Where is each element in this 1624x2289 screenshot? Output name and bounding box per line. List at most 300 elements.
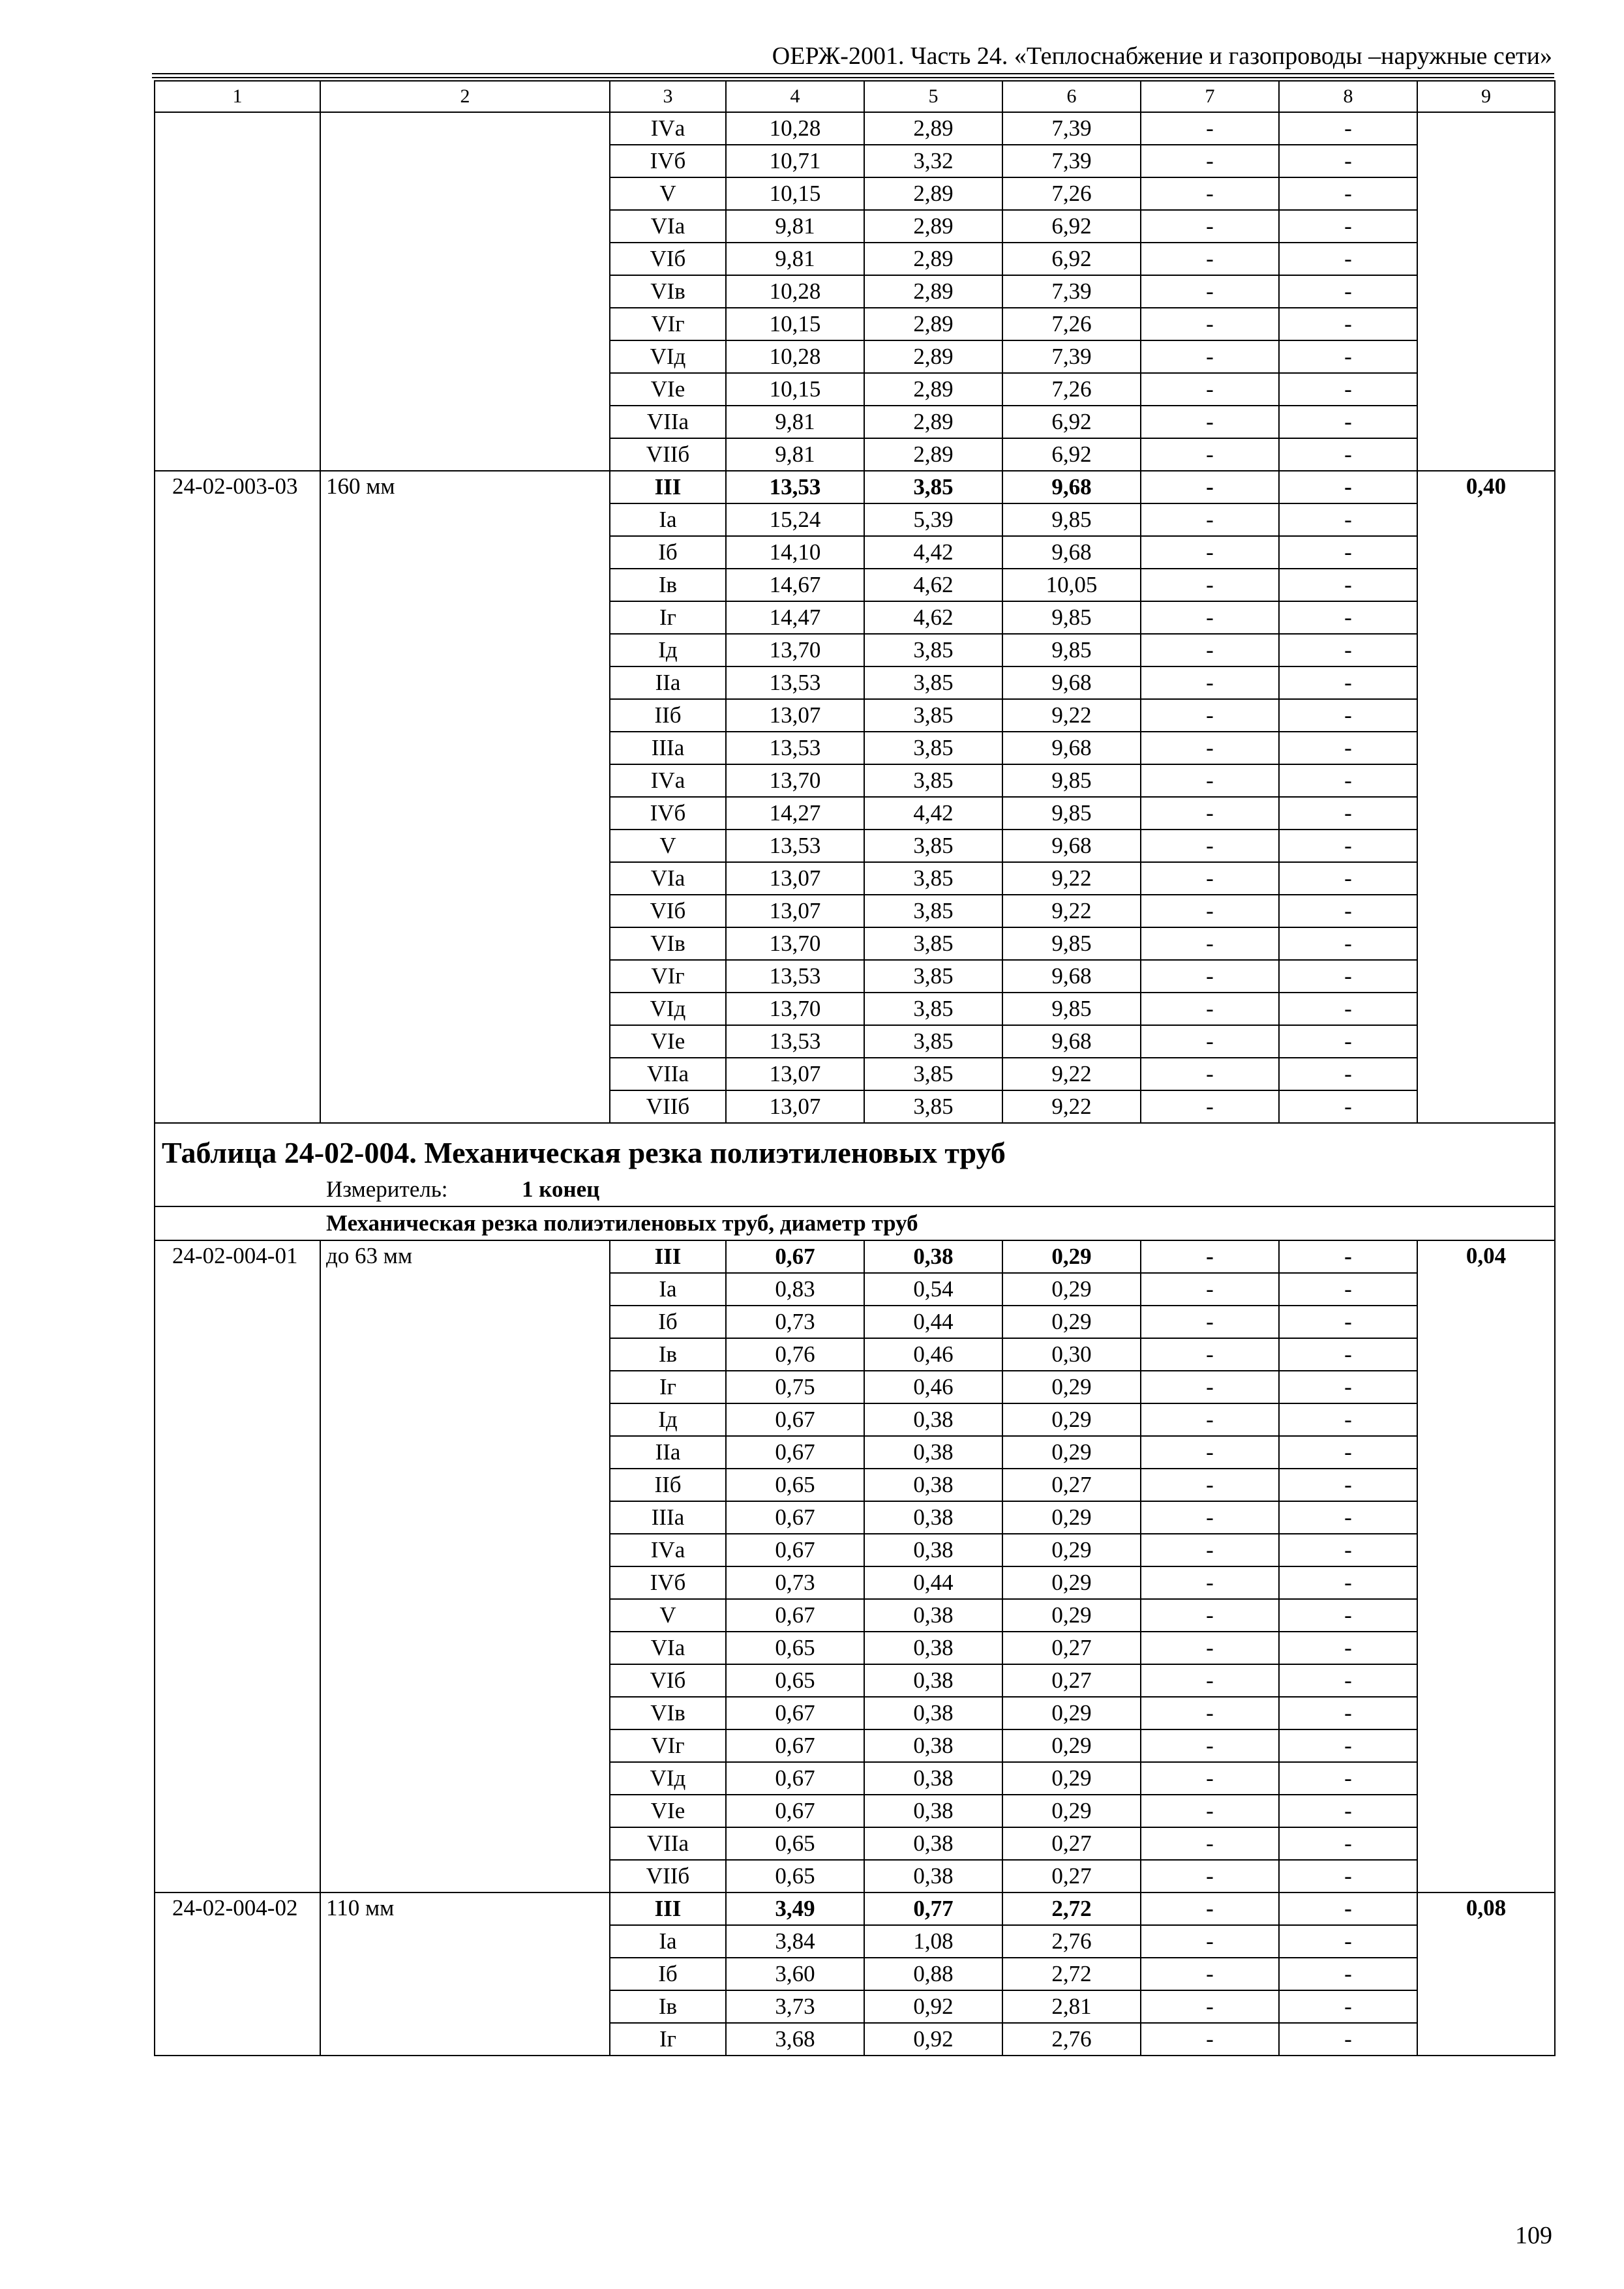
col9-cell bbox=[1417, 1306, 1555, 1338]
table-row bbox=[155, 569, 1555, 601]
value-cell: 0,67 bbox=[726, 1599, 864, 1632]
value-cell: - bbox=[1279, 1893, 1417, 1925]
code-cell bbox=[155, 601, 320, 634]
value-cell: 10,15 bbox=[726, 373, 864, 406]
value-cell: - bbox=[1141, 340, 1279, 373]
value-cell: 13,70 bbox=[726, 927, 864, 960]
value-cell: - bbox=[1279, 1697, 1417, 1729]
value-cell: 7,39 bbox=[1002, 145, 1141, 177]
code-cell bbox=[155, 1273, 320, 1306]
value-cell: 0,83 bbox=[726, 1273, 864, 1306]
column-number: 8 bbox=[1279, 81, 1417, 112]
zone-cell: III bbox=[610, 1240, 726, 1273]
value-cell: - bbox=[1279, 1090, 1417, 1123]
value-cell: 0,67 bbox=[726, 1501, 864, 1534]
value-cell: 0,29 bbox=[1002, 1371, 1141, 1403]
col9-cell bbox=[1417, 927, 1555, 960]
col9-cell bbox=[1417, 1371, 1555, 1403]
col9-cell: 0,40 bbox=[1417, 471, 1555, 503]
value-cell: - bbox=[1279, 1371, 1417, 1403]
value-cell: 0,29 bbox=[1002, 1240, 1141, 1273]
value-cell: 0,38 bbox=[864, 1436, 1002, 1469]
code-cell bbox=[155, 666, 320, 699]
value-cell: 0,38 bbox=[864, 1469, 1002, 1501]
value-cell: 0,65 bbox=[726, 1632, 864, 1664]
code-cell bbox=[155, 699, 320, 732]
table-row bbox=[155, 2023, 1555, 2056]
value-cell: 0,29 bbox=[1002, 1697, 1141, 1729]
table-row bbox=[155, 243, 1555, 275]
table-row bbox=[155, 1025, 1555, 1058]
value-cell: 10,28 bbox=[726, 275, 864, 308]
value-cell: 0,29 bbox=[1002, 1306, 1141, 1338]
col9-cell bbox=[1417, 1860, 1555, 1893]
zone-cell: Iв bbox=[610, 1338, 726, 1371]
value-cell: - bbox=[1279, 666, 1417, 699]
name-cell bbox=[320, 1090, 610, 1123]
zone-cell: VIIб bbox=[610, 1860, 726, 1893]
code-cell: 24-02-004-01 bbox=[155, 1240, 320, 1273]
code-cell bbox=[155, 764, 320, 797]
code-cell bbox=[155, 1958, 320, 1990]
value-cell: 9,81 bbox=[726, 438, 864, 471]
value-cell: 0,38 bbox=[864, 1534, 1002, 1566]
value-cell: - bbox=[1279, 503, 1417, 536]
code-cell bbox=[155, 308, 320, 340]
zone-cell: VIб bbox=[610, 1664, 726, 1697]
value-cell: 0,73 bbox=[726, 1306, 864, 1338]
name-cell bbox=[320, 993, 610, 1025]
value-cell: - bbox=[1141, 1501, 1279, 1534]
code-cell bbox=[155, 340, 320, 373]
name-cell bbox=[320, 503, 610, 536]
value-cell: 13,53 bbox=[726, 830, 864, 862]
name-cell bbox=[320, 1371, 610, 1403]
value-cell: - bbox=[1141, 2023, 1279, 2056]
value-cell: - bbox=[1279, 1599, 1417, 1632]
value-cell: - bbox=[1279, 1860, 1417, 1893]
zone-cell: IVб bbox=[610, 797, 726, 830]
value-cell: - bbox=[1141, 895, 1279, 927]
col9-cell bbox=[1417, 1599, 1555, 1632]
name-cell bbox=[320, 569, 610, 601]
table-row bbox=[155, 1534, 1555, 1566]
name-cell bbox=[320, 732, 610, 764]
zone-cell: VIд bbox=[610, 993, 726, 1025]
table-row bbox=[155, 112, 1555, 145]
zone-cell: VIIб bbox=[610, 438, 726, 471]
value-cell: 14,10 bbox=[726, 536, 864, 569]
value-cell: 0,65 bbox=[726, 1827, 864, 1860]
value-cell: - bbox=[1141, 1338, 1279, 1371]
col9-cell bbox=[1417, 1664, 1555, 1697]
value-cell: - bbox=[1141, 601, 1279, 634]
value-cell: 0,67 bbox=[726, 1762, 864, 1795]
zone-cell: VIб bbox=[610, 243, 726, 275]
value-cell: 13,70 bbox=[726, 993, 864, 1025]
zone-cell: IIа bbox=[610, 666, 726, 699]
table-row bbox=[155, 1240, 1555, 1273]
value-cell: 9,68 bbox=[1002, 536, 1141, 569]
code-cell bbox=[155, 862, 320, 895]
value-cell: 3,85 bbox=[864, 830, 1002, 862]
value-cell: 0,30 bbox=[1002, 1338, 1141, 1371]
value-cell: - bbox=[1279, 1436, 1417, 1469]
code-cell bbox=[155, 1403, 320, 1436]
zone-cell: V bbox=[610, 177, 726, 210]
value-cell: 0,44 bbox=[864, 1306, 1002, 1338]
value-cell: 0,44 bbox=[864, 1566, 1002, 1599]
table-row bbox=[155, 666, 1555, 699]
value-cell: 0,54 bbox=[864, 1273, 1002, 1306]
name-cell bbox=[320, 1729, 610, 1762]
value-cell: - bbox=[1141, 993, 1279, 1025]
name-cell: 110 мм bbox=[320, 1893, 610, 1925]
value-cell: - bbox=[1141, 1403, 1279, 1436]
value-cell: - bbox=[1279, 895, 1417, 927]
zone-cell: Iа bbox=[610, 503, 726, 536]
code-cell bbox=[155, 830, 320, 862]
value-cell: - bbox=[1279, 406, 1417, 438]
value-cell: - bbox=[1141, 177, 1279, 210]
table-row bbox=[155, 927, 1555, 960]
col9-cell bbox=[1417, 1762, 1555, 1795]
value-cell: 9,81 bbox=[726, 406, 864, 438]
col9-cell bbox=[1417, 862, 1555, 895]
column-number: 6 bbox=[1002, 81, 1141, 112]
col9-cell bbox=[1417, 503, 1555, 536]
col9-cell bbox=[1417, 732, 1555, 764]
value-cell: - bbox=[1279, 634, 1417, 666]
value-cell: - bbox=[1279, 1058, 1417, 1090]
value-cell: - bbox=[1141, 1827, 1279, 1860]
table-row bbox=[155, 895, 1555, 927]
value-cell: 7,39 bbox=[1002, 275, 1141, 308]
value-cell: - bbox=[1141, 830, 1279, 862]
value-cell: 0,88 bbox=[864, 1958, 1002, 1990]
header-rule bbox=[152, 77, 1554, 78]
code-cell bbox=[155, 960, 320, 993]
col9-cell bbox=[1417, 1090, 1555, 1123]
value-cell: - bbox=[1279, 1306, 1417, 1338]
value-cell: - bbox=[1279, 1632, 1417, 1664]
col9-cell bbox=[1417, 340, 1555, 373]
col9-cell bbox=[1417, 1273, 1555, 1306]
table-row bbox=[155, 1501, 1555, 1534]
code-cell bbox=[155, 927, 320, 960]
table-row bbox=[155, 1827, 1555, 1860]
code-cell bbox=[155, 2023, 320, 2056]
value-cell: - bbox=[1141, 275, 1279, 308]
zone-cell: VIв bbox=[610, 275, 726, 308]
value-cell: - bbox=[1141, 666, 1279, 699]
value-cell: - bbox=[1279, 1795, 1417, 1827]
value-cell: 9,85 bbox=[1002, 927, 1141, 960]
value-cell: 0,38 bbox=[864, 1795, 1002, 1827]
value-cell: - bbox=[1141, 1436, 1279, 1469]
table-row bbox=[155, 1958, 1555, 1990]
value-cell: 10,28 bbox=[726, 340, 864, 373]
col9-cell bbox=[1417, 993, 1555, 1025]
name-cell bbox=[320, 406, 610, 438]
zone-cell: VIIа bbox=[610, 1058, 726, 1090]
value-cell: 2,89 bbox=[864, 210, 1002, 243]
code-cell bbox=[155, 1762, 320, 1795]
value-cell: - bbox=[1141, 634, 1279, 666]
col9-cell bbox=[1417, 1925, 1555, 1958]
value-cell: - bbox=[1279, 275, 1417, 308]
table-row bbox=[155, 764, 1555, 797]
value-cell: 2,89 bbox=[864, 438, 1002, 471]
table-row bbox=[155, 1058, 1555, 1090]
value-cell: 9,22 bbox=[1002, 1058, 1141, 1090]
value-cell: - bbox=[1279, 1990, 1417, 2023]
value-cell: 0,29 bbox=[1002, 1729, 1141, 1762]
code-cell bbox=[155, 1338, 320, 1371]
value-cell: - bbox=[1279, 764, 1417, 797]
value-cell: 9,85 bbox=[1002, 797, 1141, 830]
value-cell: 13,53 bbox=[726, 960, 864, 993]
zone-cell: Iг bbox=[610, 601, 726, 634]
value-cell: 0,65 bbox=[726, 1860, 864, 1893]
name-cell bbox=[320, 895, 610, 927]
norms-table bbox=[154, 80, 1556, 2056]
name-cell bbox=[320, 1990, 610, 2023]
value-cell: 2,72 bbox=[1002, 1893, 1141, 1925]
value-cell: - bbox=[1279, 177, 1417, 210]
value-cell: 0,29 bbox=[1002, 1501, 1141, 1534]
value-cell: 3,85 bbox=[864, 732, 1002, 764]
table-row bbox=[155, 1632, 1555, 1664]
value-cell: 10,71 bbox=[726, 145, 864, 177]
zone-cell: VIIа bbox=[610, 1827, 726, 1860]
name-cell bbox=[320, 1025, 610, 1058]
value-cell: - bbox=[1279, 1925, 1417, 1958]
value-cell: - bbox=[1141, 1058, 1279, 1090]
table-row bbox=[155, 177, 1555, 210]
name-cell: 160 мм bbox=[320, 471, 610, 503]
col9-cell bbox=[1417, 177, 1555, 210]
value-cell: 3,85 bbox=[864, 993, 1002, 1025]
value-cell: 3,60 bbox=[726, 1958, 864, 1990]
name-cell bbox=[320, 1762, 610, 1795]
column-number: 3 bbox=[610, 81, 726, 112]
value-cell: - bbox=[1141, 1632, 1279, 1664]
column-number: 2 bbox=[320, 81, 610, 112]
col9-cell bbox=[1417, 569, 1555, 601]
value-cell: 9,81 bbox=[726, 243, 864, 275]
value-cell: 13,53 bbox=[726, 471, 864, 503]
table-row bbox=[155, 1795, 1555, 1827]
name-cell bbox=[320, 960, 610, 993]
value-cell: 7,26 bbox=[1002, 373, 1141, 406]
code-cell bbox=[155, 634, 320, 666]
value-cell: 9,68 bbox=[1002, 1025, 1141, 1058]
table-row bbox=[155, 145, 1555, 177]
code-cell bbox=[155, 373, 320, 406]
value-cell: - bbox=[1279, 569, 1417, 601]
table-row bbox=[155, 1371, 1555, 1403]
value-cell: 3,85 bbox=[864, 471, 1002, 503]
table-row bbox=[155, 1338, 1555, 1371]
value-cell: - bbox=[1141, 699, 1279, 732]
value-cell: - bbox=[1279, 862, 1417, 895]
name-cell bbox=[320, 275, 610, 308]
value-cell: 0,67 bbox=[726, 1534, 864, 1566]
zone-cell: IVб bbox=[610, 1566, 726, 1599]
value-cell: - bbox=[1279, 1273, 1417, 1306]
value-cell: 13,07 bbox=[726, 1058, 864, 1090]
value-cell: 0,38 bbox=[864, 1632, 1002, 1664]
code-cell bbox=[155, 895, 320, 927]
value-cell: 15,24 bbox=[726, 503, 864, 536]
value-cell: 14,47 bbox=[726, 601, 864, 634]
value-cell: 3,85 bbox=[864, 895, 1002, 927]
table-row bbox=[155, 1469, 1555, 1501]
value-cell: 13,53 bbox=[726, 1025, 864, 1058]
code-cell: 24-02-004-02 bbox=[155, 1893, 320, 1925]
code-cell bbox=[155, 1729, 320, 1762]
value-cell: - bbox=[1141, 1860, 1279, 1893]
col9-cell bbox=[1417, 830, 1555, 862]
col9-cell: 0,04 bbox=[1417, 1240, 1555, 1273]
zone-cell: VIа bbox=[610, 862, 726, 895]
value-cell: 14,27 bbox=[726, 797, 864, 830]
table-row bbox=[155, 1599, 1555, 1632]
table-row bbox=[155, 1762, 1555, 1795]
value-cell: 7,39 bbox=[1002, 112, 1141, 145]
value-cell: - bbox=[1141, 569, 1279, 601]
value-cell: - bbox=[1279, 438, 1417, 471]
value-cell: - bbox=[1279, 308, 1417, 340]
name-cell bbox=[320, 862, 610, 895]
value-cell: 10,15 bbox=[726, 308, 864, 340]
value-cell: - bbox=[1141, 1273, 1279, 1306]
value-cell: - bbox=[1141, 797, 1279, 830]
code-cell bbox=[155, 275, 320, 308]
code-cell bbox=[155, 503, 320, 536]
value-cell: 0,38 bbox=[864, 1697, 1002, 1729]
value-cell: 3,32 bbox=[864, 145, 1002, 177]
measure-cell bbox=[155, 1173, 1555, 1206]
code-cell bbox=[155, 1827, 320, 1860]
value-cell: 0,27 bbox=[1002, 1664, 1141, 1697]
value-cell: 0,67 bbox=[726, 1240, 864, 1273]
name-cell bbox=[320, 1273, 610, 1306]
value-cell: 9,22 bbox=[1002, 699, 1141, 732]
code-cell bbox=[155, 210, 320, 243]
value-cell: - bbox=[1141, 1762, 1279, 1795]
value-cell: 0,29 bbox=[1002, 1599, 1141, 1632]
value-cell: 3,84 bbox=[726, 1925, 864, 1958]
zone-cell: Iг bbox=[610, 2023, 726, 2056]
col9-cell bbox=[1417, 1990, 1555, 2023]
value-cell: 2,76 bbox=[1002, 2023, 1141, 2056]
value-cell: - bbox=[1141, 503, 1279, 536]
value-cell: 0,29 bbox=[1002, 1534, 1141, 1566]
name-cell bbox=[320, 243, 610, 275]
table-row bbox=[155, 1090, 1555, 1123]
value-cell: 14,67 bbox=[726, 569, 864, 601]
value-cell: 5,39 bbox=[864, 503, 1002, 536]
value-cell: 1,08 bbox=[864, 1925, 1002, 1958]
value-cell: 2,89 bbox=[864, 243, 1002, 275]
code-cell bbox=[155, 1469, 320, 1501]
code-cell bbox=[155, 797, 320, 830]
name-cell bbox=[320, 1436, 610, 1469]
measure-value: 1 конец bbox=[522, 1176, 600, 1202]
value-cell: 0,38 bbox=[864, 1860, 1002, 1893]
value-cell: 13,07 bbox=[726, 699, 864, 732]
value-cell: - bbox=[1279, 1762, 1417, 1795]
zone-cell: III bbox=[610, 471, 726, 503]
value-cell: 2,81 bbox=[1002, 1990, 1141, 2023]
name-cell bbox=[320, 2023, 610, 2056]
value-cell: 9,85 bbox=[1002, 601, 1141, 634]
code-cell bbox=[155, 243, 320, 275]
value-cell: - bbox=[1141, 1990, 1279, 2023]
table-row bbox=[155, 960, 1555, 993]
code-cell bbox=[155, 1697, 320, 1729]
col9-cell bbox=[1417, 210, 1555, 243]
zone-cell: Iа bbox=[610, 1273, 726, 1306]
name-cell bbox=[320, 666, 610, 699]
col9-cell bbox=[1417, 2023, 1555, 2056]
page-number: 109 bbox=[1515, 2222, 1552, 2249]
code-cell bbox=[155, 1090, 320, 1123]
zone-cell: IVа bbox=[610, 1534, 726, 1566]
value-cell: 2,89 bbox=[864, 275, 1002, 308]
name-cell: до 63 мм bbox=[320, 1240, 610, 1273]
name-cell bbox=[320, 927, 610, 960]
col9-cell bbox=[1417, 406, 1555, 438]
table-row bbox=[155, 1893, 1555, 1925]
table-row bbox=[155, 1990, 1555, 2023]
col9-cell bbox=[1417, 601, 1555, 634]
col9-cell bbox=[1417, 1632, 1555, 1664]
col9-cell bbox=[1417, 1729, 1555, 1762]
table-row bbox=[155, 471, 1555, 503]
value-cell: 4,42 bbox=[864, 536, 1002, 569]
value-cell: 2,89 bbox=[864, 373, 1002, 406]
value-cell: - bbox=[1279, 1240, 1417, 1273]
value-cell: 2,89 bbox=[864, 340, 1002, 373]
col9-cell bbox=[1417, 308, 1555, 340]
col9-cell bbox=[1417, 634, 1555, 666]
table-row bbox=[155, 308, 1555, 340]
value-cell: 4,62 bbox=[864, 601, 1002, 634]
value-cell: 13,53 bbox=[726, 732, 864, 764]
value-cell: 10,28 bbox=[726, 112, 864, 145]
name-cell bbox=[320, 373, 610, 406]
value-cell: - bbox=[1279, 1729, 1417, 1762]
name-cell bbox=[320, 1338, 610, 1371]
value-cell: 3,85 bbox=[864, 666, 1002, 699]
value-cell: - bbox=[1141, 1664, 1279, 1697]
value-cell: 0,92 bbox=[864, 2023, 1002, 2056]
table-row bbox=[155, 1729, 1555, 1762]
value-cell: 9,22 bbox=[1002, 862, 1141, 895]
col9-cell bbox=[1417, 1534, 1555, 1566]
value-cell: 0,38 bbox=[864, 1403, 1002, 1436]
value-cell: 9,68 bbox=[1002, 732, 1141, 764]
col9-cell bbox=[1417, 1697, 1555, 1729]
value-cell: - bbox=[1279, 1469, 1417, 1501]
value-cell: 0,38 bbox=[864, 1501, 1002, 1534]
value-cell: 0,27 bbox=[1002, 1469, 1141, 1501]
name-cell bbox=[320, 112, 610, 145]
value-cell: - bbox=[1141, 1371, 1279, 1403]
